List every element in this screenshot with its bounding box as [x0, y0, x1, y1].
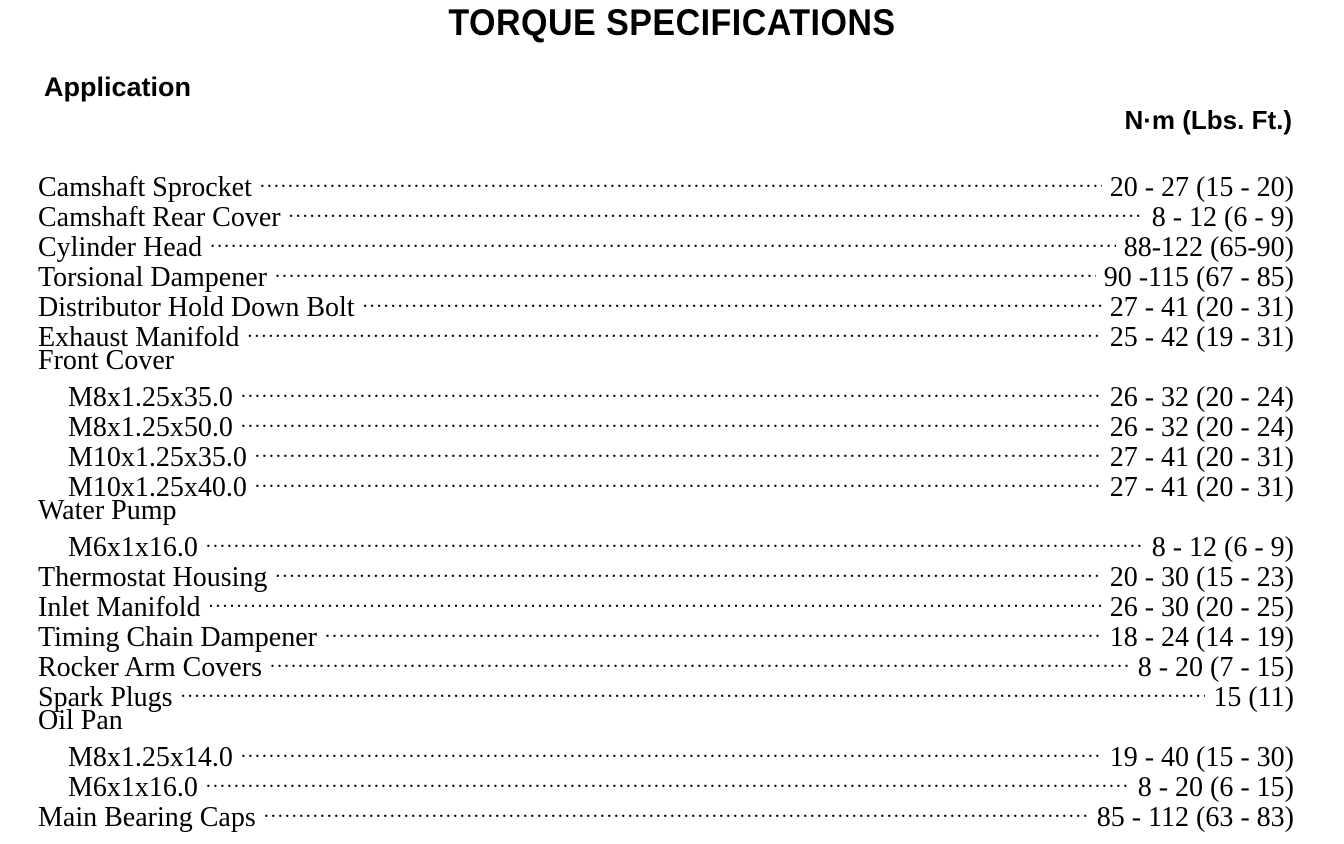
dot-leader — [255, 436, 1102, 466]
dot-leader — [206, 526, 1144, 556]
spec-label: Oil Pan — [38, 705, 123, 736]
spec-label: Camshaft Sprocket — [38, 172, 252, 203]
dot-leader — [247, 316, 1101, 346]
dot-leader — [241, 736, 1102, 766]
spec-value: 8 - 20 (6 - 15) — [1137, 772, 1294, 803]
spec-value: 8 - 12 (6 - 9) — [1151, 202, 1294, 233]
spec-value: 27 - 41 (20 - 31) — [1109, 442, 1294, 473]
spec-label: M8x1.25x14.0 — [68, 742, 233, 773]
spec-value: 26 - 30 (20 - 25) — [1109, 592, 1294, 623]
dot-leader — [264, 796, 1089, 826]
dot-leader — [206, 766, 1130, 796]
spec-row — [38, 556, 1294, 593]
spec-row — [38, 796, 1294, 833]
spec-value: 19 - 40 (15 - 30) — [1109, 742, 1294, 773]
dot-leader — [289, 196, 1144, 226]
spec-row — [38, 706, 1294, 736]
dot-leader — [325, 616, 1102, 646]
spec-label: Rocker Arm Covers — [38, 652, 262, 683]
spec-value: 15 (11) — [1213, 682, 1294, 713]
spec-value: 8 - 20 (7 - 15) — [1137, 652, 1294, 683]
spec-value: 25 - 42 (19 - 31) — [1109, 322, 1294, 353]
spec-label: M6x1x16.0 — [68, 532, 198, 563]
spec-label: Main Bearing Caps — [38, 802, 256, 833]
dot-leader — [181, 676, 1206, 706]
dot-leader — [210, 226, 1116, 256]
spec-label: Camshaft Rear Cover — [38, 202, 281, 233]
spec-label: Distributor Hold Down Bolt — [38, 292, 355, 323]
dot-leader — [260, 166, 1102, 196]
dot-leader — [241, 376, 1102, 406]
dot-leader — [275, 556, 1101, 586]
application-column-header: Application — [44, 72, 191, 102]
spec-value: 8 - 12 (6 - 9) — [1151, 532, 1294, 563]
spec-label: Front Cover — [38, 345, 175, 376]
spec-label: Thermostat Housing — [38, 562, 268, 593]
spec-value: 27 - 41 (20 - 31) — [1109, 472, 1294, 503]
spec-row — [38, 256, 1294, 293]
spec-value: 85 - 112 (63 - 83) — [1096, 802, 1294, 833]
spec-label: M10x1.25x40.0 — [68, 472, 247, 503]
spec-label: Torsional Dampener — [38, 262, 267, 293]
dot-leader — [363, 286, 1102, 316]
spec-value: 26 - 32 (20 - 24) — [1109, 382, 1294, 413]
dot-leader — [275, 256, 1096, 286]
spec-row — [38, 376, 1294, 413]
spec-value: 90 -115 (67 - 85) — [1103, 262, 1294, 293]
spec-label: Cylinder Head — [38, 232, 203, 263]
spec-row — [38, 526, 1294, 563]
dot-leader — [270, 646, 1130, 676]
spec-value: 20 - 30 (15 - 23) — [1109, 562, 1294, 593]
spec-label: Exhaust Manifold — [38, 322, 240, 353]
spec-label: M8x1.25x50.0 — [68, 412, 233, 443]
dot-leader — [241, 406, 1102, 436]
spec-value: 20 - 27 (15 - 20) — [1109, 172, 1294, 203]
spec-label: M8x1.25x35.0 — [68, 382, 233, 413]
spec-row — [38, 586, 1294, 623]
spec-value: 27 - 41 (20 - 31) — [1109, 292, 1294, 323]
spec-label: Water Pump — [38, 495, 177, 526]
page-title: TORQUE SPECIFICATIONS — [448, 2, 896, 43]
spec-row — [38, 766, 1294, 803]
spec-row — [38, 166, 1294, 203]
dot-leader — [209, 586, 1102, 616]
spec-value: 18 - 24 (14 - 19) — [1109, 622, 1294, 653]
spec-row — [38, 736, 1294, 773]
units-column-header: N·m (Lbs. Ft.) — [1124, 105, 1292, 135]
torque-spec-list — [38, 166, 1294, 833]
dot-leader — [255, 466, 1102, 496]
spec-row — [38, 676, 1294, 713]
spec-row — [38, 226, 1294, 263]
spec-value: 26 - 32 (20 - 24) — [1109, 412, 1294, 443]
spec-label: Timing Chain Dampener — [38, 622, 317, 653]
spec-label: Spark Plugs — [38, 682, 173, 713]
spec-value: 88-122 (65-90) — [1123, 232, 1294, 263]
spec-label: M6x1x16.0 — [68, 772, 198, 803]
spec-label: Inlet Manifold — [38, 592, 201, 623]
spec-row — [38, 616, 1294, 653]
spec-label: M10x1.25x35.0 — [68, 442, 247, 473]
